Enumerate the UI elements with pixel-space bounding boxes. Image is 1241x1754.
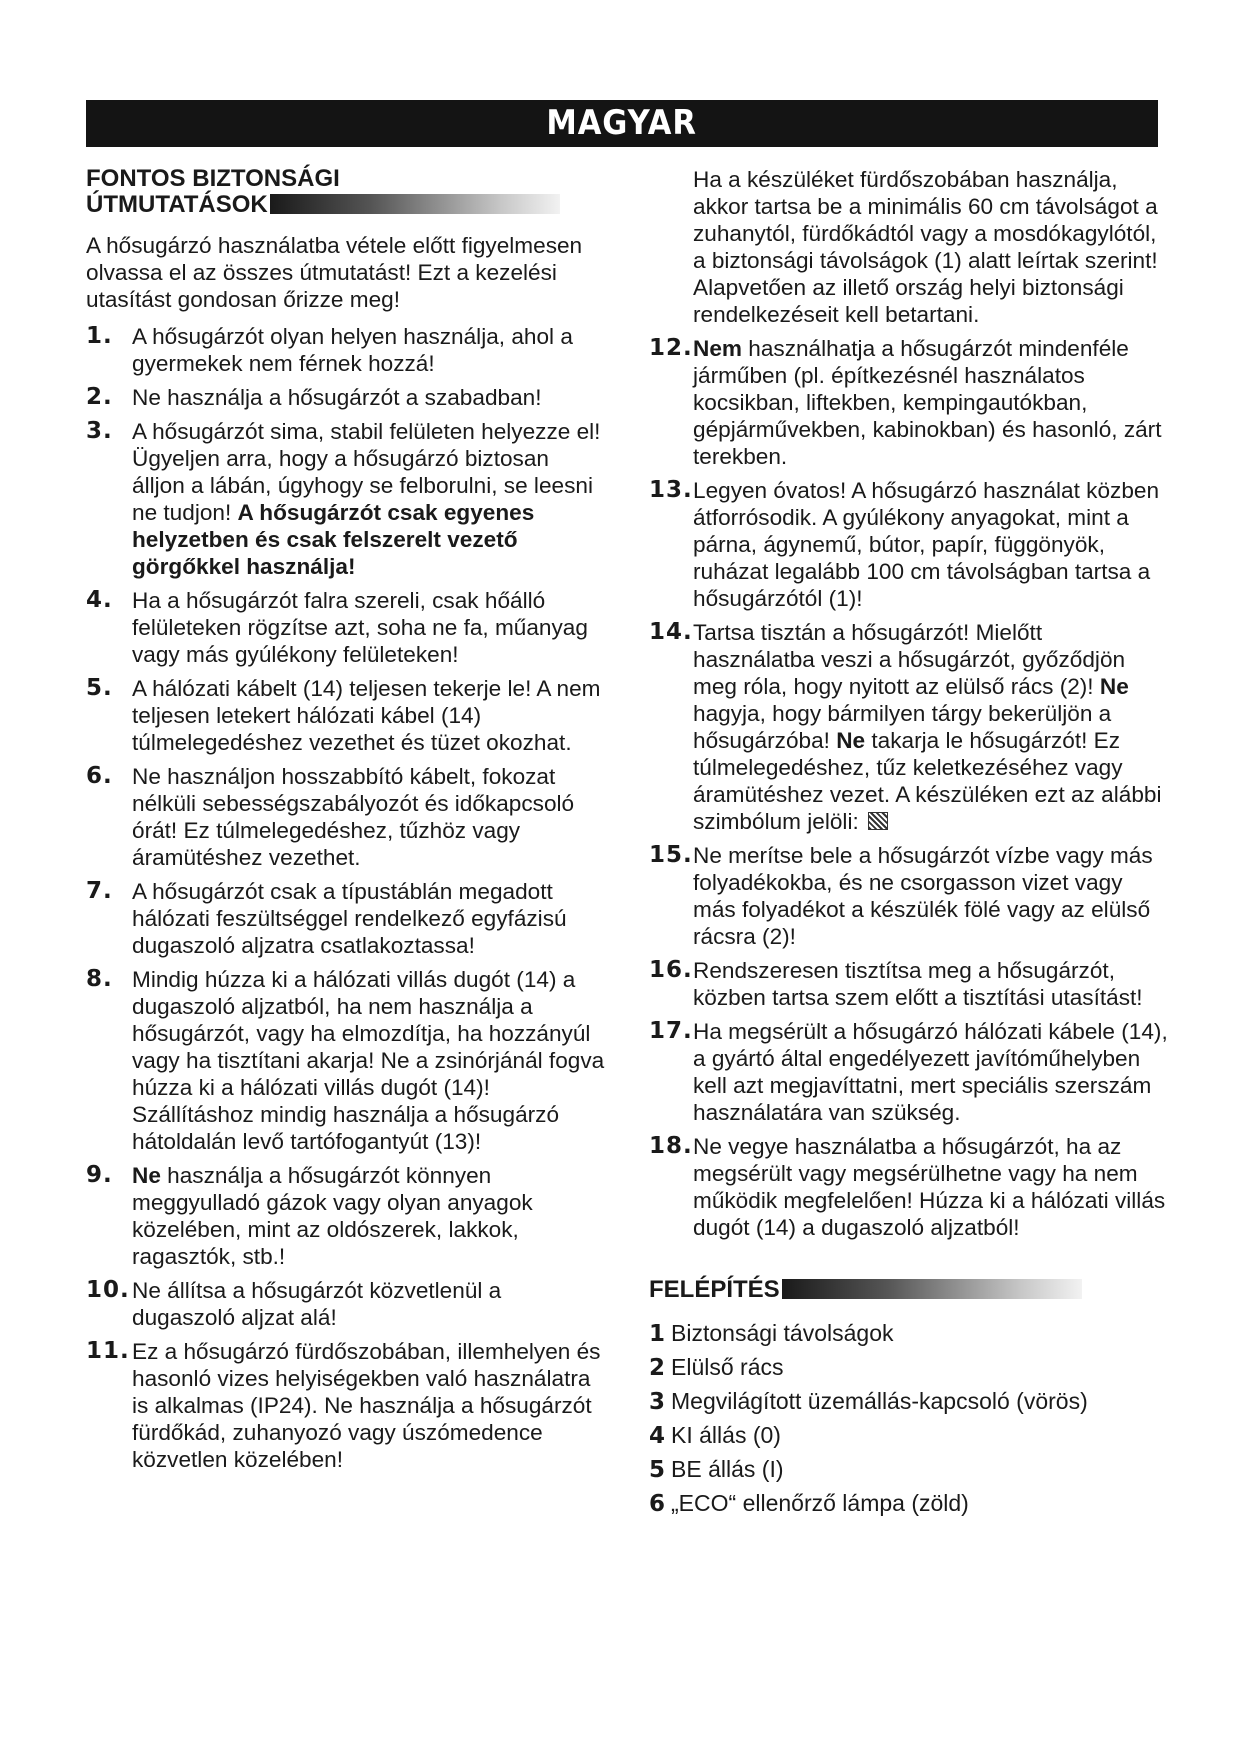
safety-heading-line1: FONTOS BIZTONSÁGI — [86, 165, 340, 192]
safety-item — [86, 966, 606, 1155]
item-text: A hősugárzót sima, stabil felületen helyezze el! Ügyeljen arra, hogy a hősugárzó biztosan álljon a lábán, úgyhogy se felborulni, se leesni ne tudjon! — [132, 419, 601, 525]
safety-item — [86, 1162, 606, 1270]
safety-intro: A hősugárzó használatba vétele előtt figyelmesen olvassa el az összes útmutatást! Ezt a kezelési utasítást gondosan őrizze meg! — [86, 233, 583, 312]
item-text: Ne állítsa a hősugárzót közvetlenül a dugaszoló aljzat alá! — [132, 1278, 502, 1330]
item-bold-text: Ne — [132, 1163, 161, 1188]
item-text: Ha a hősugárzót falra szereli, csak hőálló felületeken rögzítse azt, soha ne fa, műanyag vagy más gyúlékony felületeken! — [132, 588, 588, 667]
item-text: Ne használja a hősugárzót a szabadban! — [132, 385, 542, 410]
item-number: 11. — [86, 1338, 130, 1364]
structure-item — [649, 1453, 1169, 1487]
safety-item — [86, 1338, 606, 1473]
heading-gradient-bar — [270, 194, 560, 214]
item-number: 6. — [86, 763, 113, 789]
safety-item — [649, 957, 1169, 1011]
structure-item-number: 6 — [649, 1491, 666, 1517]
item-text: takarja le hősugárzót! Ez túlmelegedéshez, tűz keletkezéséhez vagy áramütéshez vezet. A készüléken ezt az alábbi szimbólum jelöli: — [693, 728, 1162, 834]
item-text: hagyja, hogy bármilyen tárgy bekerüljön a hősugárzóba! — [693, 701, 1112, 753]
item-number: 12. — [649, 335, 693, 361]
item-text: használja a hősugárzót könnyen meggyulladó gázok vagy olyan anyagok közelében, mint az oldószerek, lakkok, ragasztók, stb.! — [132, 1163, 533, 1269]
structure-item — [649, 1487, 1169, 1521]
item-text: Tartsa tisztán a hősugárzót! Mielőtt használatba veszi a hősugárzót, győződjön meg róla, hogy nyitott az elülső rács (2)! — [693, 620, 1126, 699]
banner-title: MAGYAR — [546, 103, 698, 143]
safety-item — [86, 763, 606, 871]
safety-item — [86, 587, 606, 668]
structure-item-text: „ECO“ ellenőrző lámpa (zöld) — [671, 1490, 969, 1516]
safety-heading-line2: ÚTMUTATÁSOK — [86, 191, 268, 218]
structure-item — [649, 1385, 1169, 1419]
structure-item-number: 4 — [649, 1423, 666, 1449]
structure-item-text: Biztonsági távolságok — [671, 1320, 894, 1346]
item-text: A hősugárzót olyan helyen használja, ahol a gyermekek nem férnek hozzá! — [132, 324, 573, 376]
safety-item — [86, 675, 606, 756]
item-bold-text: Nem — [693, 336, 742, 361]
safety-heading — [86, 166, 606, 218]
item-text: A hálózati kábelt (14) teljesen tekerje le! A nem teljesen letekert hálózati kábel (14) túlmelegedéshez vezethet és tüzet okozhat. — [132, 676, 601, 755]
structure-item-number: 3 — [649, 1389, 666, 1415]
structure-item-number: 1 — [649, 1321, 666, 1347]
item-number: 15. — [649, 842, 693, 868]
item-text: A hősugárzót csak a típustáblán megadott hálózati feszültséggel rendelkező egyfázisú dugaszoló aljzatra csatlakoztassa! — [132, 879, 567, 958]
item-number: 8. — [86, 966, 113, 992]
item-number: 5. — [86, 675, 113, 701]
item-text: Ne vegye használatba a hősugárzót, ha az megsérült vagy megsérülhetne vagy ha nem működik megfelelően! Húzza ki a hálózati villás dugót (14) a dugaszoló aljzatból! — [693, 1134, 1166, 1240]
left-column — [86, 166, 606, 1480]
structure-item-number: 5 — [649, 1457, 666, 1483]
structure-heading — [649, 1277, 1169, 1303]
item-text: Ha megsérült a hősugárzó hálózati kábele (14), a gyártó által engedélyezett javítóműhelyben kell azt megjavíttatni, mert speciális szerszám használatára van szükség. — [693, 1019, 1168, 1125]
structure-item-text: BE állás (I) — [671, 1456, 784, 1482]
item-number: 17. — [649, 1018, 693, 1044]
structure-item — [649, 1351, 1169, 1385]
item-text: Mindig húzza ki a hálózati villás dugót (14) a dugaszoló aljzatból, ha nem használja a hősugárzót, vagy ha elmozdítja, ha hozzányúl vagy ha tisztítani akarja! Ne a zsinórjánál fogva húzza ki a hálózati villás dugót (14)! Szállításhoz mindig használja a hősugárzó hátoldalán levő tartófogantyút (13)! — [132, 967, 605, 1154]
structure-item — [649, 1317, 1169, 1351]
safety-item — [649, 335, 1169, 470]
safety-item — [86, 878, 606, 959]
item-number: 16. — [649, 957, 693, 983]
safety-item — [86, 418, 606, 580]
item-bold-text: Ne — [836, 728, 866, 753]
item-number: 9. — [86, 1162, 113, 1188]
item-number: 2. — [86, 384, 113, 410]
item-text: Ez a hősugárzó fürdőszobában, illemhelyen és hasonló vizes helyiségekben való használatra is alkalmas (IP24). Ne használja a hősugárzót fürdőkád, zuhanyozó vagy úszómedence közvetlen közelében! — [132, 1339, 601, 1472]
language-banner — [86, 100, 1158, 147]
item-number: 7. — [86, 878, 113, 904]
structure-item-text: KI állás (0) — [671, 1422, 781, 1448]
item-number: 3. — [86, 418, 113, 444]
structure-item-text: Megvilágított üzemállás-kapcsoló (vörös) — [671, 1388, 1088, 1414]
safety-item — [86, 323, 606, 377]
item-bold-text: A hősugárzót csak egyenes helyzetben és csak felszerelt vezető görgőkkel használja! — [132, 500, 535, 579]
structure-item-text: Elülső rács — [671, 1354, 784, 1380]
structure-list — [649, 1317, 1169, 1521]
item-number: 1. — [86, 323, 113, 349]
structure-item — [649, 1419, 1169, 1453]
safety-item — [86, 384, 606, 411]
safety-item — [649, 1018, 1169, 1126]
item-text: Legyen óvatos! A hősugárzó használat közben átforrósodik. A gyúlékony anyagokat, mint a párna, ágynemű, bútor, papír, függönyök, ruházat legalább 100 cm távolságban tartsa a hősugárzótól (1)! — [693, 478, 1160, 611]
structure-heading-text: FELÉPÍTÉS — [649, 1276, 780, 1303]
item-number: 10. — [86, 1277, 130, 1303]
item-number: 13. — [649, 477, 693, 503]
right-column — [649, 166, 1169, 1521]
item-number: 18. — [649, 1133, 693, 1159]
item-text: Ne merítse bele a hősugárzót vízbe vagy más folyadékokba, és ne csorgasson vizet vagy más folyadékot a készülék fölé vagy az elülső rácsra (2)! — [693, 843, 1153, 949]
heading-gradient-bar — [782, 1279, 1082, 1299]
safety-item — [86, 1277, 606, 1331]
do-not-cover-icon — [868, 812, 888, 830]
safety-item — [649, 619, 1169, 835]
item-number: 4. — [86, 587, 113, 613]
item-text: használhatja a hősugárzót mindenféle járműben (pl. építkezésnél használatos kocsikban, liftekben, kempingautókban, gépjárművekben, kabinokban) és hasonló, zárt terekben. — [693, 336, 1162, 469]
item11-continuation: Ha a készüléket fürdőszobában használja, akkor tartsa be a minimális 60 cm távolságot a zuhanytól, fürdőkádtól vagy a mosdókagylótól, a biztonsági távolságok (1) alatt leírtak szerint! Alapvetően az illető ország helyi biztonsági rendelkezéseit kell betartani. — [693, 167, 1158, 327]
safety-item — [649, 842, 1169, 950]
item-text: Rendszeresen tisztítsa meg a hősugárzót, közben tartsa szem előtt a tisztítási utasítást! — [693, 958, 1143, 1010]
item-number: 14. — [649, 619, 693, 645]
structure-item-number: 2 — [649, 1355, 666, 1381]
item-text: Ne használjon hosszabbító kábelt, fokozat nélküli sebességszabályozót és időkapcsoló órát! Ez túlmelegedéshez, tűzhöz vagy áramütéshez vezethet. — [132, 764, 575, 870]
safety-item — [649, 477, 1169, 612]
item-bold-text: Ne — [1099, 674, 1129, 699]
safety-item — [649, 1133, 1169, 1241]
